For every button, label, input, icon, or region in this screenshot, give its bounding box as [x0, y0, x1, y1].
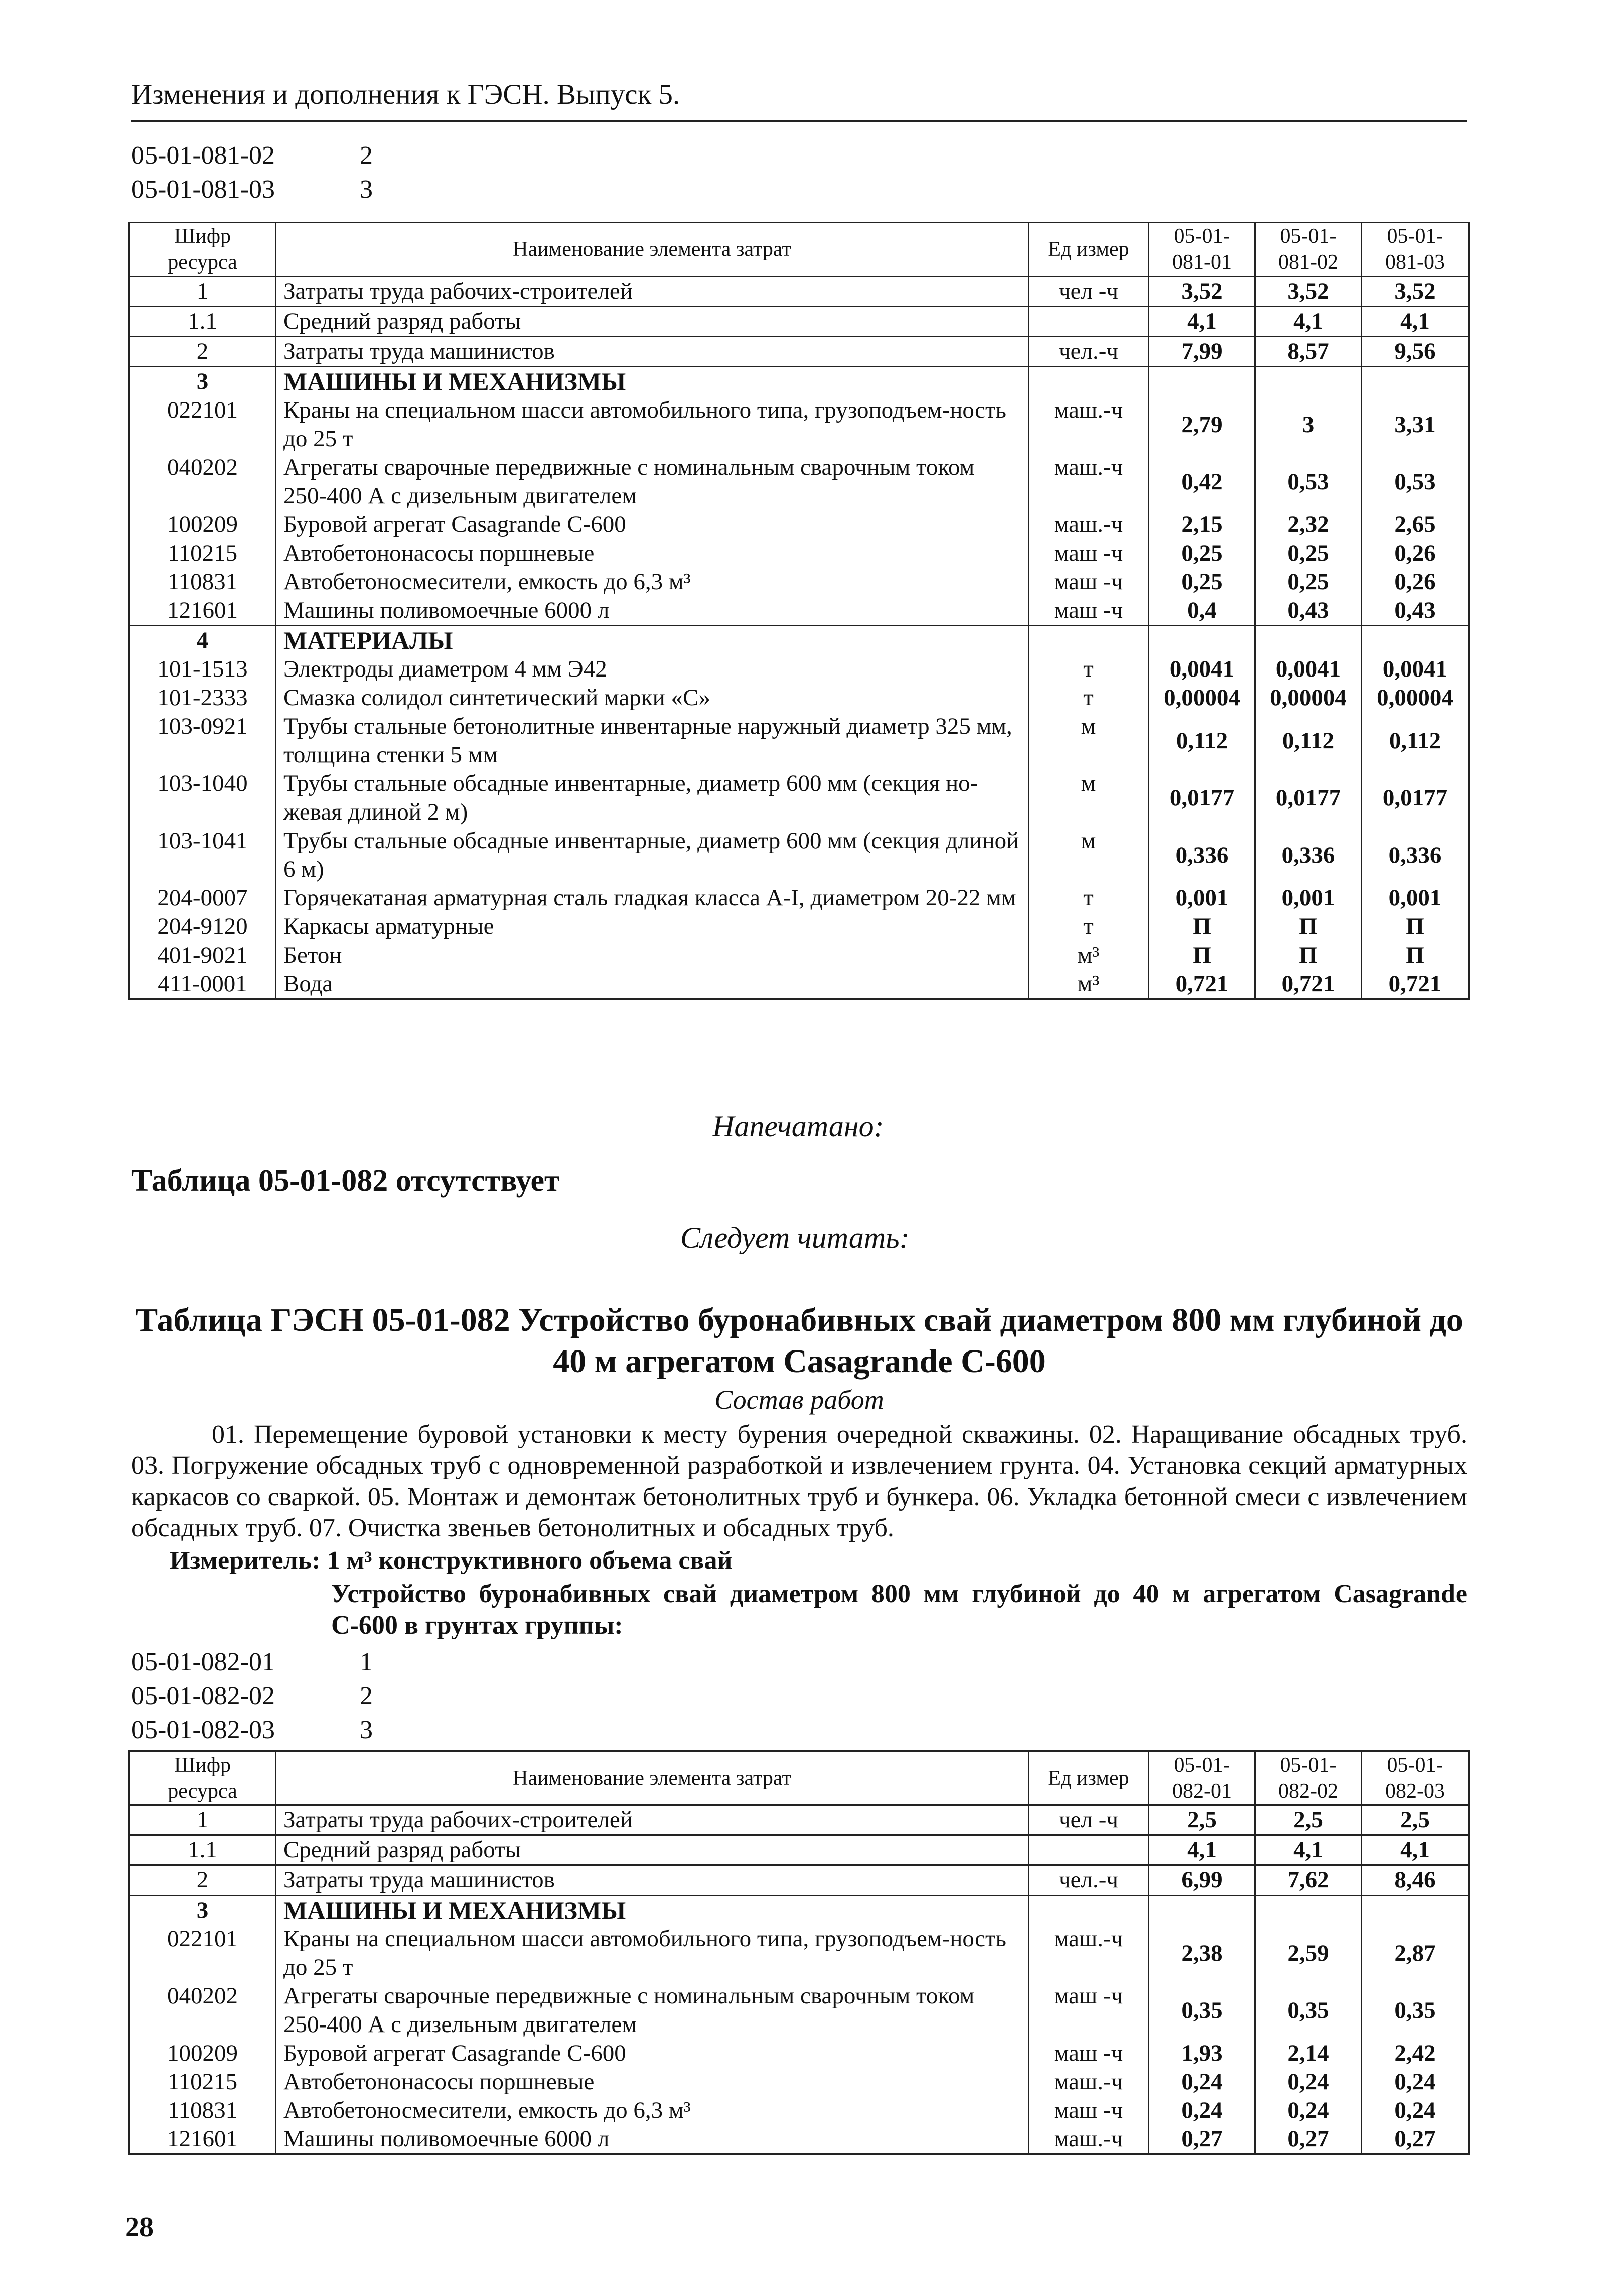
unit-cell	[1029, 1896, 1149, 1925]
code-row	[131, 1713, 373, 1747]
resource-name: МАШИНЫ И МЕХАНИЗМЫ	[276, 1896, 1029, 1925]
value-col-1: 0,25	[1149, 568, 1255, 596]
resource-code: 204-0007	[129, 884, 276, 912]
table-row	[129, 367, 1469, 396]
table-row	[129, 1982, 1469, 2039]
value-col-3: 8,46	[1362, 1865, 1469, 1896]
value-col-1: 2,79	[1149, 396, 1255, 453]
value-col-2: 2,59	[1255, 1925, 1362, 1982]
table-row	[129, 2096, 1469, 2125]
value-col-2: 0,336	[1255, 827, 1362, 884]
resource-name: Автобетононасосы поршневые	[276, 539, 1029, 568]
resource-name: Буровой агрегат Casagrande С-600	[276, 2039, 1029, 2068]
table-row	[129, 884, 1469, 912]
value-col-3: 2,42	[1362, 2039, 1469, 2068]
resource-code: 2	[129, 337, 276, 367]
header-rule	[131, 120, 1467, 122]
table-row	[129, 307, 1469, 337]
value-col-2: 2,14	[1255, 2039, 1362, 2068]
header-code: Шифр ресурса	[129, 223, 276, 277]
value-col-1: 0,336	[1149, 827, 1255, 884]
value-col-2: 2,32	[1255, 510, 1362, 539]
soil-group: 1	[360, 1648, 373, 1676]
resource-name: Горячекатаная арматурная сталь гладкая класса А-I, диаметром 20-22 мм	[276, 884, 1029, 912]
value-col-3: П	[1362, 941, 1469, 970]
resource-code: 1	[129, 277, 276, 307]
resource-name: Трубы стальные обсадные инвентарные, диаметр 600 мм (секция длиной 6 м)	[276, 827, 1029, 884]
unit-cell: маш -ч	[1029, 2096, 1149, 2125]
resource-code: 022101	[129, 396, 276, 453]
value-col-3: 9,56	[1362, 337, 1469, 367]
resource-code: 3	[129, 1896, 276, 1925]
value-col-3: 2,5	[1362, 1805, 1469, 1835]
value-col-1: 2,5	[1149, 1805, 1255, 1835]
unit-cell: чел -ч	[1029, 1805, 1149, 1835]
resource-code: 101-2333	[129, 684, 276, 712]
value-col-2: 0,25	[1255, 539, 1362, 568]
value-col-2: 0,27	[1255, 2125, 1362, 2154]
norm-code: 05-01-082-03	[131, 1716, 275, 1744]
resource-code: 103-0921	[129, 712, 276, 769]
value-col-3: 2,87	[1362, 1925, 1469, 1982]
value-col-3: 0,001	[1362, 884, 1469, 912]
unit-cell: маш -ч	[1029, 1982, 1149, 2039]
resource-code: 1.1	[129, 307, 276, 337]
value-col-3: 0,00004	[1362, 684, 1469, 712]
resource-name: Бетон	[276, 941, 1029, 970]
resource-name: Трубы стальные бетонолитные инвентарные наружный диаметр 325 мм, толщина стенки 5 мм	[276, 712, 1029, 769]
resource-code: 100209	[129, 2039, 276, 2068]
value-col-2: 0,35	[1255, 1982, 1362, 2039]
value-col-1: 4,1	[1149, 1835, 1255, 1865]
value-col-2: 4,1	[1255, 1835, 1362, 1865]
value-col-3: 0,721	[1362, 970, 1469, 999]
value-col-2: 0,001	[1255, 884, 1362, 912]
resource-name: Краны на специальном шасси автомобильного типа, грузоподъем-ность до 25 т	[276, 1925, 1029, 1982]
value-col-3	[1362, 1896, 1469, 1925]
value-col-3: 0,53	[1362, 453, 1469, 510]
header-col-3: 05-01-081-03	[1362, 223, 1469, 277]
value-col-2: 0,0041	[1255, 655, 1362, 684]
unit-cell: м	[1029, 712, 1149, 769]
work-composition-text: 01. Перемещение буровой установки к месту бурения очередной скважины. 02. Наращивание обсадных труб. 03. Погружение обсадных труб с одновременной разработкой и извлечением грунта. 04. Установка секций арматурных каркасов со сваркой. 05. Монтаж и демонтаж бетонолитных труб и бункера. 06. Укладка бетонной смеси с извлечением обсадных труб. 07. Очистка звеньев бетонолитных и обсадных труб.	[131, 1420, 1467, 1542]
resource-name: Буровой агрегат Casagrande С-600	[276, 510, 1029, 539]
unit-cell: м	[1029, 827, 1149, 884]
value-col-3: 0,35	[1362, 1982, 1469, 2039]
unit-cell: т	[1029, 684, 1149, 712]
unit-cell: маш.-ч	[1029, 510, 1149, 539]
value-col-3: 0,24	[1362, 2068, 1469, 2096]
code-list-081	[131, 139, 373, 207]
resource-code: 110215	[129, 539, 276, 568]
value-col-2: 0,24	[1255, 2096, 1362, 2125]
value-col-3: 2,65	[1362, 510, 1469, 539]
unit-cell: маш.-ч	[1029, 396, 1149, 453]
value-col-1	[1149, 367, 1255, 396]
header-unit: Ед измер	[1029, 1751, 1149, 1805]
unit-cell: маш.-ч	[1029, 1925, 1149, 1982]
unit-cell: маш -ч	[1029, 596, 1149, 626]
resource-code: 110831	[129, 568, 276, 596]
table-row	[129, 510, 1469, 539]
table-row	[129, 596, 1469, 626]
value-col-1: 2,15	[1149, 510, 1255, 539]
resource-name: Электроды диаметром 4 мм Э42	[276, 655, 1029, 684]
value-col-2: 4,1	[1255, 307, 1362, 337]
value-col-1: 0,0041	[1149, 655, 1255, 684]
table-header-row	[129, 223, 1469, 277]
table-row	[129, 1896, 1469, 1925]
resource-code: 022101	[129, 1925, 276, 1982]
value-col-1: 0,35	[1149, 1982, 1255, 2039]
value-col-3: 0,0041	[1362, 655, 1469, 684]
unit-cell: маш -ч	[1029, 568, 1149, 596]
header-name: Наименование элемента затрат	[276, 223, 1029, 277]
value-col-3: 4,1	[1362, 307, 1469, 337]
value-col-2: 3	[1255, 396, 1362, 453]
table-row	[129, 2068, 1469, 2096]
value-col-3: 0,26	[1362, 568, 1469, 596]
soil-group: 3	[360, 1716, 373, 1744]
resource-name: Средний разряд работы	[276, 1835, 1029, 1865]
code-row	[131, 1679, 373, 1713]
table-row	[129, 970, 1469, 999]
table-row	[129, 941, 1469, 970]
value-col-3	[1362, 367, 1469, 396]
value-col-1: 6,99	[1149, 1865, 1255, 1896]
absent-note: Таблица 05-01-082 отсутствует	[131, 1164, 560, 1198]
code-row	[131, 173, 373, 207]
resource-name: Каркасы арматурные	[276, 912, 1029, 941]
unit-cell: маш -ч	[1029, 539, 1149, 568]
resource-code: 2	[129, 1865, 276, 1896]
resource-name: Средний разряд работы	[276, 307, 1029, 337]
resource-code: 1	[129, 1805, 276, 1835]
resource-code: 103-1040	[129, 769, 276, 827]
unit-cell	[1029, 626, 1149, 655]
code-row	[131, 1645, 373, 1679]
unit-cell: чел -ч	[1029, 277, 1149, 307]
header-unit: Ед измер	[1029, 223, 1149, 277]
unit-cell: чел.-ч	[1029, 337, 1149, 367]
value-col-2: 0,721	[1255, 970, 1362, 999]
resource-name: Затраты труда машинистов	[276, 1865, 1029, 1896]
table-row	[129, 277, 1469, 307]
resource-name: Смазка солидол синтетический марки «С»	[276, 684, 1029, 712]
resource-name: Агрегаты сварочные передвижные с номинальным сварочным током 250-400 А с дизельным двигателем	[276, 1982, 1029, 2039]
resource-code: 121601	[129, 596, 276, 626]
resource-name: Трубы стальные обсадные инвентарные, диаметр 600 мм (секция но-жевая длиной 2 м)	[276, 769, 1029, 827]
table-row	[129, 712, 1469, 769]
unit-cell: чел.-ч	[1029, 1865, 1149, 1896]
value-col-3: 0,336	[1362, 827, 1469, 884]
table-row	[129, 568, 1469, 596]
value-col-1: 0,001	[1149, 884, 1255, 912]
table-row	[129, 1835, 1469, 1865]
soil-group: 3	[360, 175, 373, 204]
value-col-1	[1149, 1896, 1255, 1925]
page-number: 28	[125, 2212, 154, 2243]
value-col-1: 7,99	[1149, 337, 1255, 367]
value-col-1	[1149, 626, 1255, 655]
table-row	[129, 2039, 1469, 2068]
table-row	[129, 539, 1469, 568]
resource-code: 401-9021	[129, 941, 276, 970]
unit-cell	[1029, 367, 1149, 396]
follow-label: Следует читать:	[680, 1221, 910, 1254]
table-row	[129, 684, 1469, 712]
value-col-2: П	[1255, 941, 1362, 970]
table-row	[129, 1805, 1469, 1835]
value-col-2: 0,53	[1255, 453, 1362, 510]
resource-code: 1.1	[129, 1835, 276, 1865]
resource-name: Затраты труда машинистов	[276, 337, 1029, 367]
unit-cell: м	[1029, 769, 1149, 827]
measure-text: Измеритель: 1 м³ конструктивного объема свай	[170, 1546, 733, 1575]
value-col-1: 0,00004	[1149, 684, 1255, 712]
value-col-3: 3,31	[1362, 396, 1469, 453]
resource-code: 3	[129, 367, 276, 396]
table-row	[129, 827, 1469, 884]
value-col-3: 0,43	[1362, 596, 1469, 626]
value-col-1: 3,52	[1149, 277, 1255, 307]
code-row	[131, 139, 373, 173]
unit-cell: м³	[1029, 970, 1149, 999]
table-title: Таблица ГЭСН 05-01-082 Устройство буронабивных свай диаметром 800 мм глубиной до 40 м агрегатом Casagrande С-600	[135, 1302, 1463, 1380]
value-col-2: 0,24	[1255, 2068, 1362, 2096]
value-col-1: 0,24	[1149, 2096, 1255, 2125]
header-col-3: 05-01-082-03	[1362, 1751, 1469, 1805]
unit-cell	[1029, 1835, 1149, 1865]
resource-code: 4	[129, 626, 276, 655]
resource-name: Автобетоносмесители, емкость до 6,3 м³	[276, 2096, 1029, 2125]
resource-name: Агрегаты сварочные передвижные с номинальным сварочным током 250-400 А с дизельным двигателем	[276, 453, 1029, 510]
unit-cell: маш -ч	[1029, 2039, 1149, 2068]
norm-code: 05-01-081-02	[131, 141, 275, 170]
table-row	[129, 769, 1469, 827]
resource-code: 100209	[129, 510, 276, 539]
resource-name: Автобетоносмесители, емкость до 6,3 м³	[276, 568, 1029, 596]
value-col-3: 0,27	[1362, 2125, 1469, 2154]
measure-line	[170, 1546, 732, 1575]
value-col-2: 3,52	[1255, 277, 1362, 307]
resource-code: 121601	[129, 2125, 276, 2154]
value-col-2: 0,00004	[1255, 684, 1362, 712]
resource-name: МАТЕРИАЛЫ	[276, 626, 1029, 655]
header-col-2: 05-01-082-02	[1255, 1751, 1362, 1805]
table-row	[129, 396, 1469, 453]
resource-name: Вода	[276, 970, 1029, 999]
header-col-2: 05-01-081-02	[1255, 223, 1362, 277]
value-col-1: 0,112	[1149, 712, 1255, 769]
table-row	[129, 626, 1469, 655]
value-col-2: П	[1255, 912, 1362, 941]
value-col-2	[1255, 1896, 1362, 1925]
resource-code: 110215	[129, 2068, 276, 2096]
value-col-2	[1255, 626, 1362, 655]
resource-code: 411-0001	[129, 970, 276, 999]
soil-group: 2	[360, 141, 373, 170]
value-col-2: 2,5	[1255, 1805, 1362, 1835]
unit-cell: т	[1029, 884, 1149, 912]
value-col-3: 0,112	[1362, 712, 1469, 769]
resource-code: 040202	[129, 453, 276, 510]
value-col-1: 0,0177	[1149, 769, 1255, 827]
unit-cell	[1029, 307, 1149, 337]
resource-code: 101-1513	[129, 655, 276, 684]
value-col-3	[1362, 626, 1469, 655]
value-col-3: 4,1	[1362, 1835, 1469, 1865]
table-row	[129, 912, 1469, 941]
resource-name: Краны на специальном шасси автомобильного типа, грузоподъем-ность до 25 т	[276, 396, 1029, 453]
resource-code: 204-9120	[129, 912, 276, 941]
value-col-1: 0,27	[1149, 2125, 1255, 2154]
value-col-1: 0,24	[1149, 2068, 1255, 2096]
resource-table-081	[128, 222, 1470, 1000]
value-col-3: П	[1362, 912, 1469, 941]
value-col-1: 0,42	[1149, 453, 1255, 510]
header-col-1: 05-01-081-01	[1149, 223, 1255, 277]
resource-name: Машины поливомоечные 6000 л	[276, 596, 1029, 626]
header-col-1: 05-01-082-01	[1149, 1751, 1255, 1805]
resource-code: 103-1041	[129, 827, 276, 884]
printed-label: Напечатано:	[712, 1110, 884, 1143]
value-col-1: 0,25	[1149, 539, 1255, 568]
value-col-1: 1,93	[1149, 2039, 1255, 2068]
resource-code: 110831	[129, 2096, 276, 2125]
resource-name: Затраты труда рабочих-строителей	[276, 277, 1029, 307]
value-col-1: П	[1149, 941, 1255, 970]
resource-name: Автобетононасосы поршневые	[276, 2068, 1029, 2096]
unit-cell: маш.-ч	[1029, 2068, 1149, 2096]
table-row	[129, 337, 1469, 367]
value-col-2: 0,0177	[1255, 769, 1362, 827]
unit-cell: т	[1029, 912, 1149, 941]
unit-cell: маш.-ч	[1029, 453, 1149, 510]
resource-name: Затраты труда рабочих-строителей	[276, 1805, 1029, 1835]
value-col-2: 7,62	[1255, 1865, 1362, 1896]
value-col-1: 4,1	[1149, 307, 1255, 337]
unit-cell: м³	[1029, 941, 1149, 970]
value-col-2: 0,43	[1255, 596, 1362, 626]
running-header: Изменения и дополнения к ГЭСН. Выпуск 5.	[131, 79, 680, 110]
value-col-1: 0,4	[1149, 596, 1255, 626]
table-row	[129, 655, 1469, 684]
unit-cell: маш.-ч	[1029, 2125, 1149, 2154]
resource-name: Машины поливомоечные 6000 л	[276, 2125, 1029, 2154]
value-col-2	[1255, 367, 1362, 396]
header-code: Шифр ресурса	[129, 1751, 276, 1805]
table-row	[129, 1925, 1469, 1982]
value-col-1: П	[1149, 912, 1255, 941]
table-header-row	[129, 1751, 1469, 1805]
norm-code: 05-01-081-03	[131, 175, 275, 204]
norm-code: 05-01-082-02	[131, 1682, 275, 1710]
soil-group: 2	[360, 1682, 373, 1710]
unit-title: Устройство буронабивных свай диаметром 800 мм глубиной до 40 м агрегатом Casagrande С-600 в грунтах группы:	[331, 1580, 1467, 1640]
unit-cell: т	[1029, 655, 1149, 684]
resource-name: МАШИНЫ И МЕХАНИЗМЫ	[276, 367, 1029, 396]
value-col-3: 0,24	[1362, 2096, 1469, 2125]
table-row	[129, 453, 1469, 510]
table-row	[129, 2125, 1469, 2154]
value-col-2: 0,112	[1255, 712, 1362, 769]
resource-code: 040202	[129, 1982, 276, 2039]
value-col-1: 2,38	[1149, 1925, 1255, 1982]
table-row	[129, 1865, 1469, 1896]
code-list-082	[131, 1645, 373, 1747]
value-col-3: 0,0177	[1362, 769, 1469, 827]
value-col-3: 3,52	[1362, 277, 1469, 307]
value-col-2: 0,25	[1255, 568, 1362, 596]
work-composition-heading: Состав работ	[714, 1385, 884, 1415]
resource-table-082	[128, 1750, 1470, 2155]
value-col-3: 0,26	[1362, 539, 1469, 568]
norm-code: 05-01-082-01	[131, 1648, 275, 1676]
value-col-2: 8,57	[1255, 337, 1362, 367]
value-col-1: 0,721	[1149, 970, 1255, 999]
header-name: Наименование элемента затрат	[276, 1751, 1029, 1805]
